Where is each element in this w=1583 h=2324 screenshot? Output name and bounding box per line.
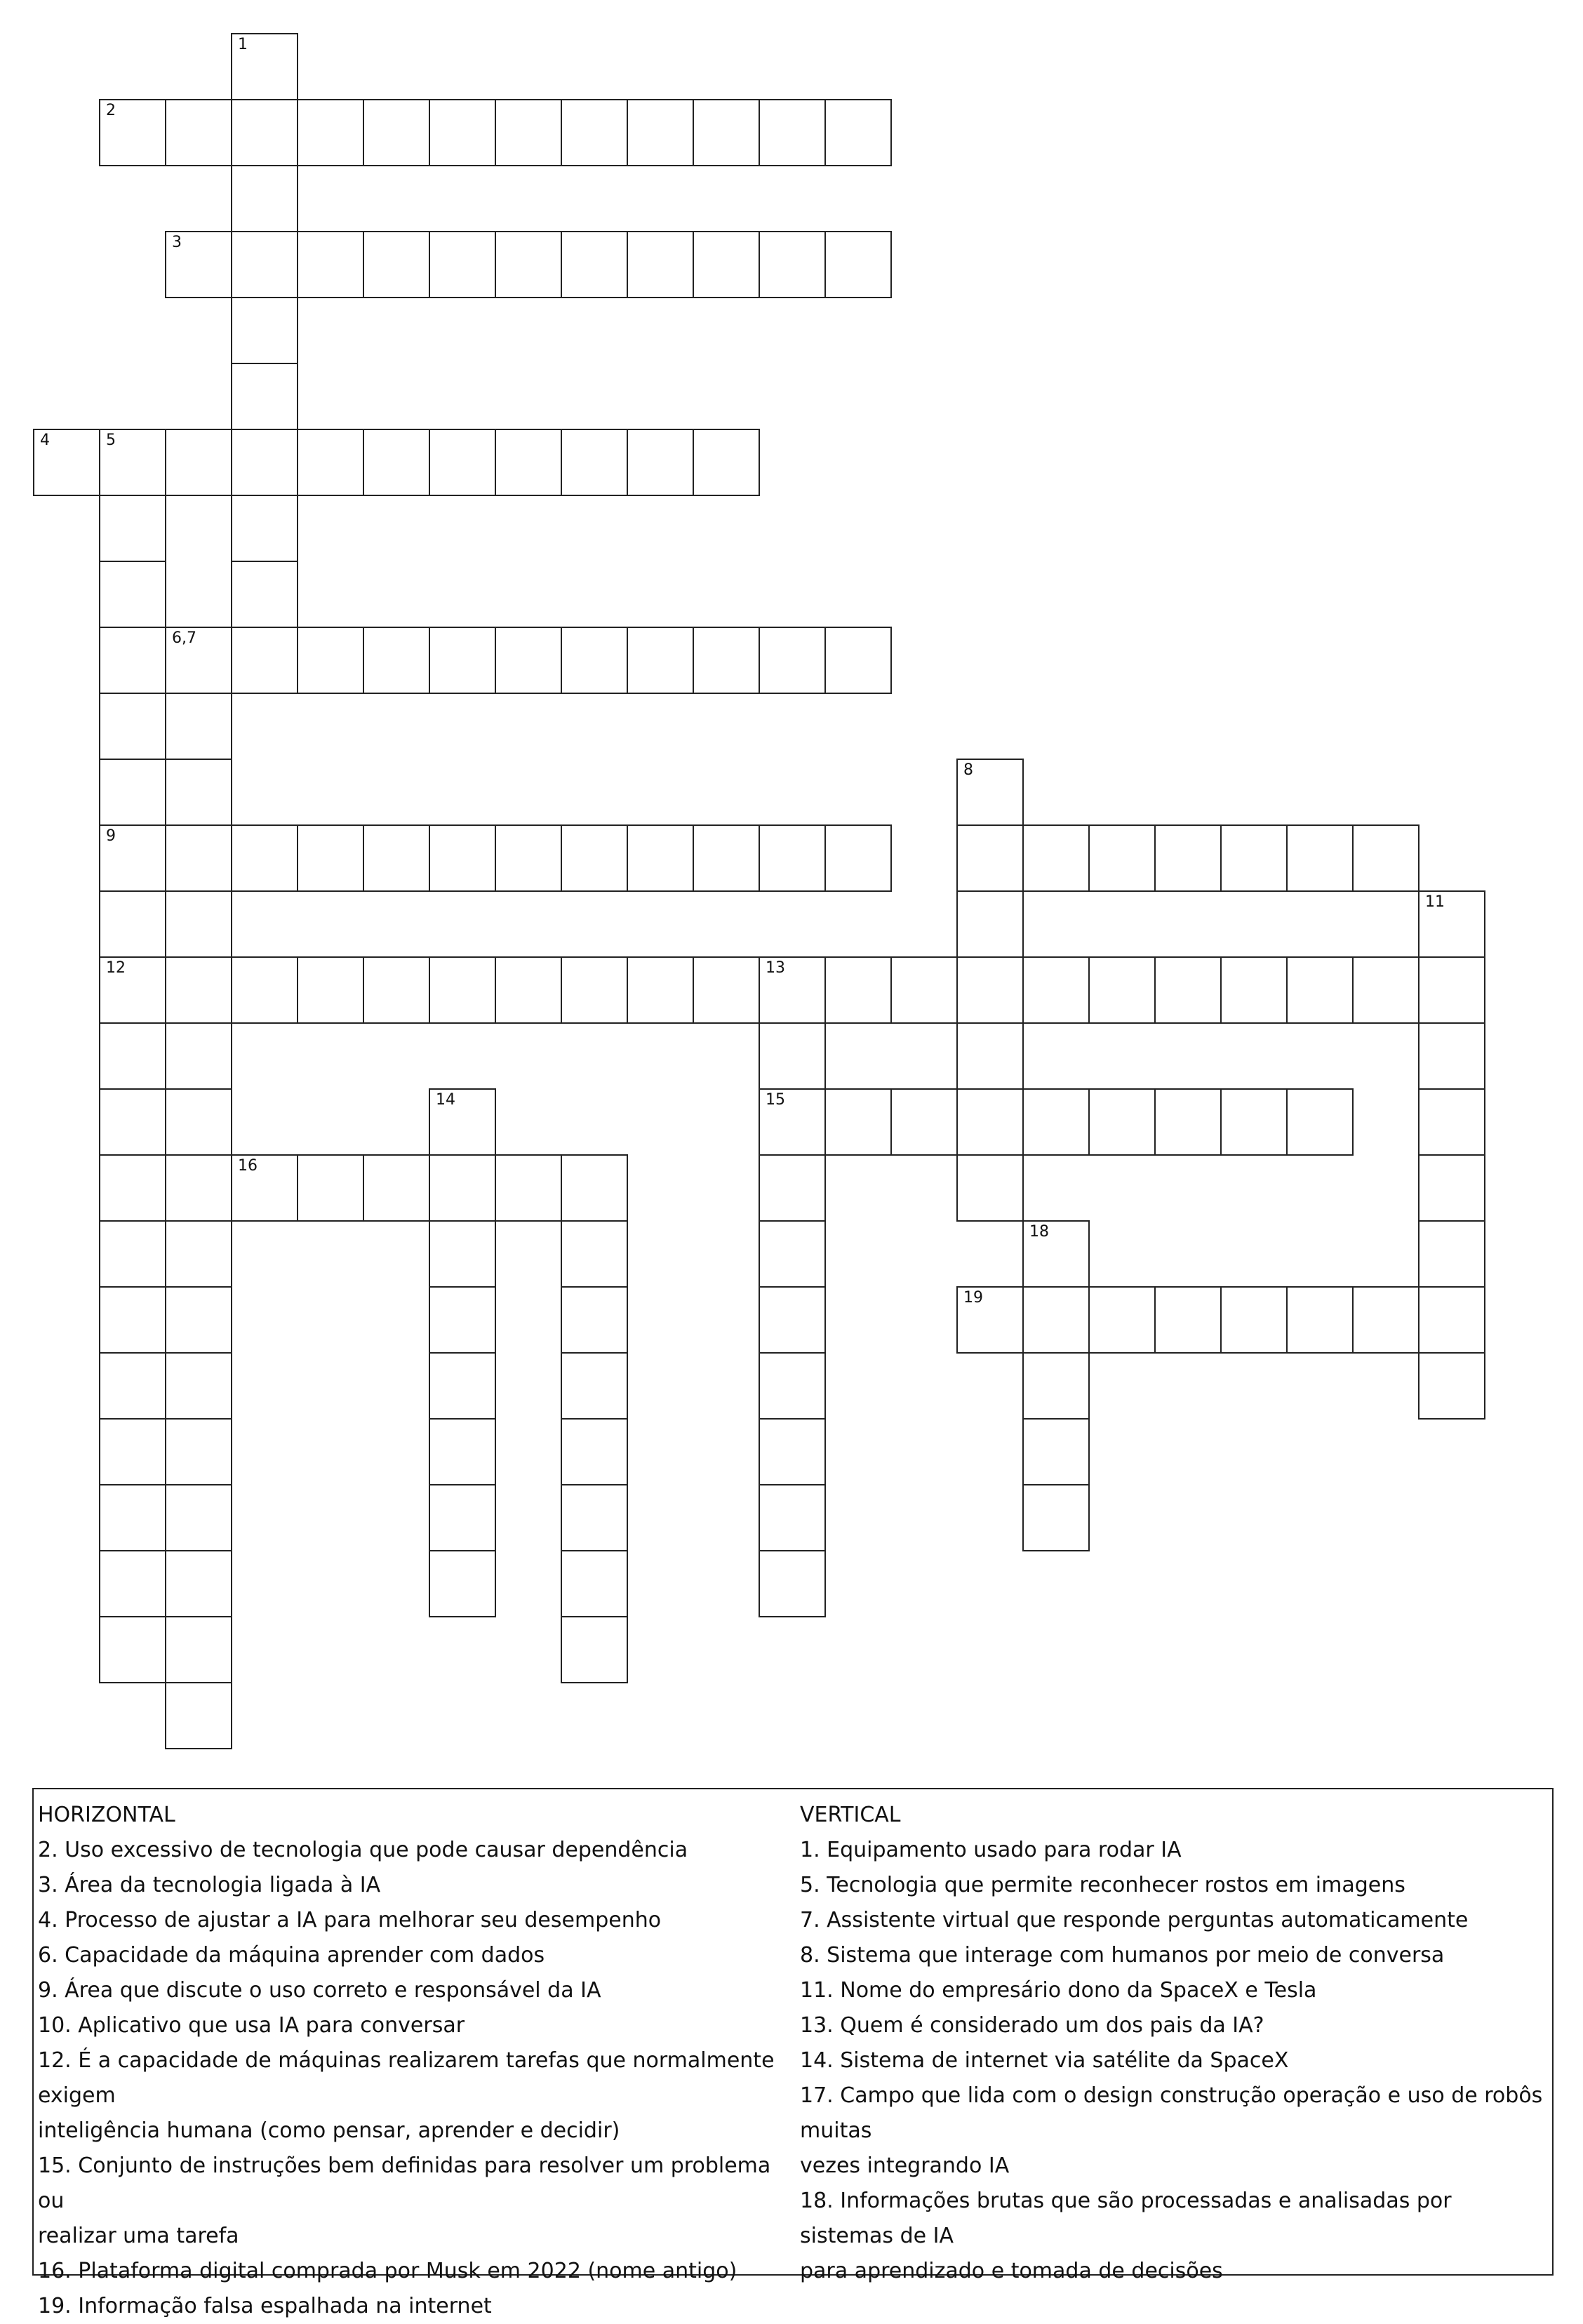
crossword-cell[interactable] <box>99 495 166 562</box>
crossword-cell[interactable] <box>759 956 826 1024</box>
crossword-cell[interactable] <box>99 1484 166 1551</box>
crossword-cell[interactable] <box>561 627 628 694</box>
crossword-cell[interactable] <box>165 1154 232 1222</box>
clue-line: 8. Sistema que interage com humanos por meio de conversa <box>800 1943 1445 1968</box>
crossword-cell[interactable] <box>693 231 760 298</box>
crossword-cell[interactable] <box>165 1550 232 1617</box>
crossword-cell[interactable] <box>495 1154 562 1222</box>
crossword-cell[interactable] <box>1418 1154 1485 1222</box>
crossword-cell[interactable] <box>759 1286 826 1354</box>
crossword-cell[interactable] <box>759 99 826 166</box>
clue-number: 15 <box>766 1091 785 1109</box>
crossword-cell[interactable] <box>759 1484 826 1551</box>
crossword-cell[interactable] <box>165 1088 232 1156</box>
horizontal-clue-list <box>38 1833 782 2324</box>
crossword-cell[interactable] <box>561 1286 628 1354</box>
crossword-cell[interactable] <box>1022 956 1090 1024</box>
crossword-cell[interactable] <box>99 693 166 760</box>
clue-number: 19 <box>963 1289 983 1307</box>
crossword-cell[interactable] <box>99 99 166 166</box>
crossword-cell[interactable] <box>429 1286 496 1354</box>
crossword-cell[interactable] <box>429 1550 496 1617</box>
crossword-cell[interactable] <box>99 1550 166 1617</box>
crossword-cell[interactable] <box>693 956 760 1024</box>
crossword-cell[interactable] <box>1088 1286 1156 1354</box>
crossword-cell[interactable] <box>99 1220 166 1288</box>
crossword-cell[interactable] <box>99 1418 166 1485</box>
clue-number: 11 <box>1425 893 1445 911</box>
crossword-cell[interactable] <box>824 956 892 1024</box>
clue-number: 14 <box>436 1091 455 1109</box>
crossword-cell[interactable] <box>824 824 892 892</box>
crossword-cell[interactable] <box>1022 1352 1090 1420</box>
crossword-cell[interactable] <box>231 561 298 628</box>
crossword-cell[interactable] <box>627 231 694 298</box>
crossword-cell[interactable] <box>956 759 1024 826</box>
crossword-cell[interactable] <box>561 824 628 892</box>
crossword-cell[interactable] <box>1286 824 1354 892</box>
clue-line: 9. Área que discute o uso correto e responsável da IA <box>38 1978 601 2003</box>
clue-number: 8 <box>963 761 973 779</box>
crossword-cell[interactable] <box>1352 824 1420 892</box>
crossword-cell[interactable] <box>165 1022 232 1090</box>
crossword-cell[interactable] <box>429 1088 496 1156</box>
crossword-cell[interactable] <box>1154 956 1222 1024</box>
crossword-cell[interactable] <box>363 627 430 694</box>
crossword-cell[interactable] <box>429 429 496 496</box>
crossword-cell[interactable] <box>99 956 166 1024</box>
crossword-cell[interactable] <box>1220 956 1288 1024</box>
crossword-cell[interactable] <box>165 759 232 826</box>
crossword-cell[interactable] <box>1154 824 1222 892</box>
clue-line: 15. Conjunto de instruções bem definidas para resolver um problema ou <box>38 2153 771 2213</box>
crossword-cell[interactable] <box>627 99 694 166</box>
crossword-cell[interactable] <box>693 627 760 694</box>
crossword-cell[interactable] <box>363 429 430 496</box>
crossword-cell[interactable] <box>33 429 100 496</box>
crossword-cell[interactable] <box>165 956 232 1024</box>
crossword-cell[interactable] <box>165 1682 232 1749</box>
crossword-cell[interactable] <box>165 429 232 496</box>
crossword-cell[interactable] <box>759 1088 826 1156</box>
crossword-cell[interactable] <box>956 890 1024 958</box>
crossword-cell[interactable] <box>495 627 562 694</box>
crossword-cell[interactable] <box>627 956 694 1024</box>
crossword-cell[interactable] <box>429 1154 496 1222</box>
crossword-cell[interactable] <box>231 956 298 1024</box>
clues-box <box>32 1788 1554 2318</box>
crossword-cell[interactable] <box>1352 1286 1420 1354</box>
crossword-cell[interactable] <box>693 429 760 496</box>
crossword-cell[interactable] <box>165 1220 232 1288</box>
crossword-cell[interactable] <box>1088 956 1156 1024</box>
crossword-cell[interactable] <box>297 627 364 694</box>
crossword-cell[interactable] <box>561 1220 628 1288</box>
vertical-heading: VERTICAL <box>800 1803 901 1827</box>
crossword-cell[interactable] <box>1022 1088 1090 1156</box>
crossword-cell[interactable] <box>495 824 562 892</box>
crossword-cell[interactable] <box>165 824 232 892</box>
crossword-cell[interactable] <box>1418 956 1485 1024</box>
crossword-cell[interactable] <box>429 824 496 892</box>
clue-number: 16 <box>238 1157 258 1175</box>
crossword-cell[interactable] <box>99 1088 166 1156</box>
crossword-cell[interactable] <box>1220 824 1288 892</box>
crossword-cell[interactable] <box>956 1088 1024 1156</box>
clue-line: 11. Nome do empresário dono da SpaceX e Tesla <box>800 1978 1317 2003</box>
crossword-cell[interactable] <box>1022 1484 1090 1551</box>
crossword-cell[interactable] <box>231 165 298 232</box>
crossword-cell[interactable] <box>627 627 694 694</box>
crossword-cell[interactable] <box>99 1352 166 1420</box>
crossword-cell[interactable] <box>99 1286 166 1354</box>
crossword-cell[interactable] <box>363 956 430 1024</box>
crossword-cell[interactable] <box>561 1550 628 1617</box>
crossword-cell[interactable] <box>561 1418 628 1485</box>
clue-line: realizar uma tarefa <box>38 2224 239 2248</box>
clue-line: 10. Aplicativo que usa IA para conversar <box>38 2013 465 2038</box>
crossword-cell[interactable] <box>231 231 298 298</box>
clue-line: 17. Campo que lida com o design construção operação e uso de robôs muitas <box>800 2083 1543 2143</box>
crossword-cell[interactable] <box>297 99 364 166</box>
crossword-cell[interactable] <box>693 99 760 166</box>
clue-number: 18 <box>1029 1223 1049 1241</box>
crossword-cell[interactable] <box>824 1088 892 1156</box>
crossword-cell[interactable] <box>759 1022 826 1090</box>
crossword-cell[interactable] <box>231 429 298 496</box>
clue-number: 12 <box>106 959 126 977</box>
crossword-cell[interactable] <box>495 429 562 496</box>
clue-line: 6. Capacidade da máquina aprender com dados <box>38 1943 545 1968</box>
crossword-cell[interactable] <box>231 99 298 166</box>
crossword-cell[interactable] <box>561 1616 628 1683</box>
crossword-cell[interactable] <box>1022 1286 1090 1354</box>
vertical-clue-list <box>800 1833 1544 2289</box>
crossword-cell[interactable] <box>759 1220 826 1288</box>
clue-number: 6,7 <box>172 629 196 647</box>
clue-line: para aprendizado e tomada de decisões <box>800 2259 1223 2283</box>
clue-line: 18. Informações brutas que são processadas e analisadas por sistemas de IA <box>800 2189 1452 2248</box>
clue-number: 4 <box>40 432 50 449</box>
crossword-cell[interactable] <box>429 1418 496 1485</box>
crossword-cell[interactable] <box>363 1154 430 1222</box>
crossword-cell[interactable] <box>1022 1220 1090 1288</box>
crossword-cell[interactable] <box>1220 1088 1288 1156</box>
crossword-cell[interactable] <box>429 1352 496 1420</box>
crossword-cell[interactable] <box>561 956 628 1024</box>
clue-number: 2 <box>106 102 116 119</box>
crossword-cell[interactable] <box>561 231 628 298</box>
crossword-cell[interactable] <box>297 231 364 298</box>
crossword-cell[interactable] <box>561 99 628 166</box>
crossword-cell[interactable] <box>363 99 430 166</box>
crossword-cell[interactable] <box>759 1418 826 1485</box>
crossword-cell[interactable] <box>99 1616 166 1683</box>
crossword-cell[interactable] <box>956 1022 1024 1090</box>
crossword-cell[interactable] <box>1154 1088 1222 1156</box>
crossword-cell[interactable] <box>495 231 562 298</box>
crossword-cell[interactable] <box>297 956 364 1024</box>
horizontal-clues <box>38 1798 782 2324</box>
crossword-cell[interactable] <box>1220 1286 1288 1354</box>
crossword-cell[interactable] <box>165 1286 232 1354</box>
crossword-cell[interactable] <box>1022 824 1090 892</box>
crossword-cell[interactable] <box>759 1154 826 1222</box>
clue-number: 9 <box>106 827 116 845</box>
horizontal-heading: HORIZONTAL <box>38 1803 175 1827</box>
crossword-cell[interactable] <box>165 231 232 298</box>
clue-line: inteligência humana (como pensar, aprender e decidir) <box>38 2118 620 2143</box>
clue-number: 13 <box>766 959 785 977</box>
clue-number: 1 <box>238 36 248 53</box>
crossword-cell[interactable] <box>99 1022 166 1090</box>
crossword-cell[interactable] <box>1286 1286 1354 1354</box>
crossword-cell[interactable] <box>759 824 826 892</box>
clue-number: 3 <box>172 234 182 251</box>
clue-line: 14. Sistema de internet via satélite da SpaceX <box>800 2048 1289 2073</box>
crossword-cell[interactable] <box>890 1088 958 1156</box>
crossword-cell[interactable] <box>99 1154 166 1222</box>
crossword-cell[interactable] <box>956 1154 1024 1222</box>
clue-line: 16. Plataforma digital comprada por Musk em 2022 (nome antigo) <box>38 2259 737 2283</box>
crossword-cell[interactable] <box>561 1484 628 1551</box>
clue-line: vezes integrando IA <box>800 2153 1010 2178</box>
crossword-cell[interactable] <box>1286 956 1354 1024</box>
crossword-cell[interactable] <box>956 1286 1024 1354</box>
crossword-cell[interactable] <box>1088 824 1156 892</box>
crossword-cell[interactable] <box>165 1352 232 1420</box>
crossword-cell[interactable] <box>363 824 430 892</box>
crossword-cell[interactable] <box>231 33 298 100</box>
clue-line: 3. Área da tecnologia ligada à IA <box>38 1873 381 1897</box>
clue-line: 12. É a capacidade de máquinas realizarem tarefas que normalmente exigem <box>38 2048 775 2108</box>
crossword-cell[interactable] <box>231 495 298 562</box>
crossword-cell[interactable] <box>561 429 628 496</box>
crossword-cell[interactable] <box>627 429 694 496</box>
crossword-cell[interactable] <box>99 561 166 628</box>
vertical-clues <box>800 1798 1544 2289</box>
crossword-cell[interactable] <box>429 956 496 1024</box>
crossword-cell[interactable] <box>429 627 496 694</box>
crossword-cell[interactable] <box>231 297 298 364</box>
crossword-cell[interactable] <box>231 363 298 430</box>
crossword-cell[interactable] <box>561 1352 628 1420</box>
crossword-cell[interactable] <box>231 1154 298 1222</box>
crossword-cell[interactable] <box>231 824 298 892</box>
crossword-cell[interactable] <box>1418 1022 1485 1090</box>
crossword-cell[interactable] <box>759 627 826 694</box>
crossword-cell[interactable] <box>824 231 892 298</box>
crossword-cell[interactable] <box>1352 956 1420 1024</box>
crossword-cell[interactable] <box>759 1550 826 1617</box>
clue-line: 7. Assistente virtual que responde perguntas automaticamente <box>800 1908 1469 1932</box>
crossword-cell[interactable] <box>1154 1286 1222 1354</box>
crossword-cell[interactable] <box>429 99 496 166</box>
crossword-cell[interactable] <box>165 1484 232 1551</box>
crossword-cell[interactable] <box>1088 1088 1156 1156</box>
clue-line: 13. Quem é considerado um dos pais da IA? <box>800 2013 1264 2038</box>
clue-number: 5 <box>106 432 116 449</box>
crossword-cell[interactable] <box>1418 1286 1485 1354</box>
crossword-cell[interactable] <box>824 99 892 166</box>
crossword-cell[interactable] <box>429 231 496 298</box>
crossword-cell[interactable] <box>495 956 562 1024</box>
crossword-cell[interactable] <box>165 693 232 760</box>
crossword-cell[interactable] <box>429 1220 496 1288</box>
crossword-cell[interactable] <box>1418 890 1485 958</box>
clue-line: 19. Informação falsa espalhada na internet <box>38 2294 492 2318</box>
crossword-cell[interactable] <box>1418 1352 1485 1420</box>
crossword-cell[interactable] <box>99 890 166 958</box>
crossword-cell[interactable] <box>429 1484 496 1551</box>
crossword-cell[interactable] <box>297 429 364 496</box>
crossword-cell[interactable] <box>1418 1088 1485 1156</box>
crossword-cell[interactable] <box>627 824 694 892</box>
crossword-cell[interactable] <box>99 429 166 496</box>
crossword-cell[interactable] <box>363 231 430 298</box>
crossword-cell[interactable] <box>297 824 364 892</box>
crossword-cell[interactable] <box>99 627 166 694</box>
clue-line: 2. Uso excessivo de tecnologia que pode causar dependência <box>38 1838 688 1862</box>
crossword-cell[interactable] <box>693 824 760 892</box>
crossword-cell[interactable] <box>165 1616 232 1683</box>
crossword-cell[interactable] <box>165 890 232 958</box>
crossword-cell[interactable] <box>561 1154 628 1222</box>
crossword-cell[interactable] <box>495 99 562 166</box>
crossword-cell[interactable] <box>1022 1418 1090 1485</box>
clue-line: 4. Processo de ajustar a IA para melhorar seu desempenho <box>38 1908 662 1932</box>
crossword-cell[interactable] <box>1418 1220 1485 1288</box>
crossword-cell[interactable] <box>165 1418 232 1485</box>
crossword-cell[interactable] <box>99 824 166 892</box>
crossword-cell[interactable] <box>297 1154 364 1222</box>
crossword-cell[interactable] <box>165 99 232 166</box>
crossword-cell[interactable] <box>956 824 1024 892</box>
crossword-cell[interactable] <box>956 956 1024 1024</box>
crossword-cell[interactable] <box>231 627 298 694</box>
clue-line: 1. Equipamento usado para rodar IA <box>800 1838 1182 1862</box>
crossword-cell[interactable] <box>165 627 232 694</box>
crossword-cell[interactable] <box>759 1352 826 1420</box>
crossword-cell[interactable] <box>890 956 958 1024</box>
crossword-cell[interactable] <box>824 627 892 694</box>
crossword-cell[interactable] <box>1286 1088 1354 1156</box>
crossword-cell[interactable] <box>759 231 826 298</box>
crossword-cell[interactable] <box>99 759 166 826</box>
clue-line: 5. Tecnologia que permite reconhecer rostos em imagens <box>800 1873 1405 1897</box>
